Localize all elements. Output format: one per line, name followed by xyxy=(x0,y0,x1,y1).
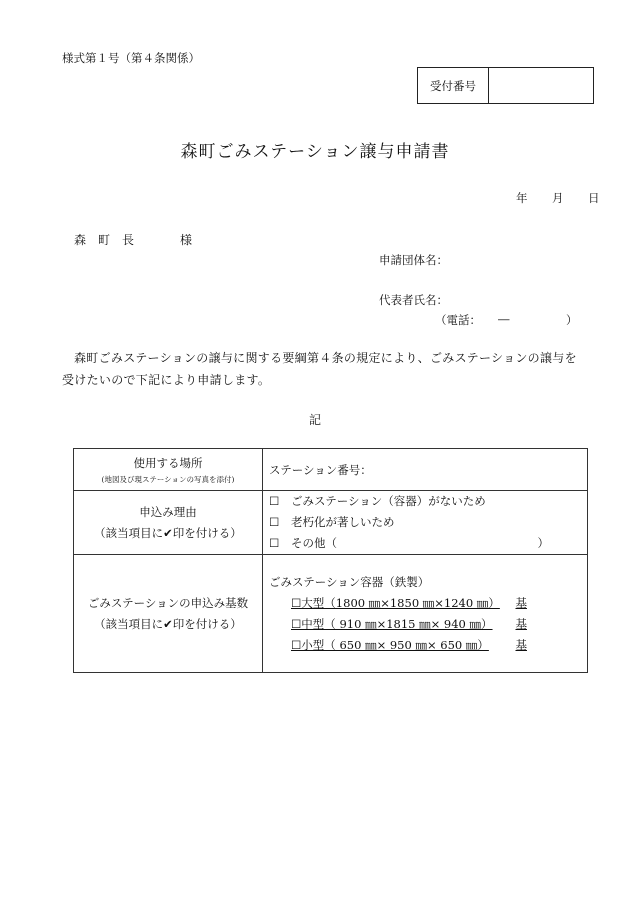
unit-label: 基 xyxy=(515,616,527,631)
reason-instruction: （該当項目に✔印を付ける） xyxy=(94,525,242,540)
reason-option-label: ごみステーション（容器）がないため xyxy=(291,494,486,508)
station-number-field[interactable] xyxy=(263,449,588,491)
receipt-number-label: 受付番号 xyxy=(418,68,489,103)
size-option-small[interactable] xyxy=(291,635,527,656)
phone-dash: ― xyxy=(498,312,510,326)
date-month-label: 月 xyxy=(552,191,564,205)
phone-label: （電話： xyxy=(435,313,481,327)
reason-option-label: 老朽化が著しいため xyxy=(291,515,395,529)
size-option-large[interactable] xyxy=(291,593,527,614)
location-label-cell xyxy=(74,449,263,491)
reason-option-no-station[interactable] xyxy=(269,491,587,512)
phone-close-paren: ） xyxy=(566,313,578,327)
reason-label-cell xyxy=(74,491,263,555)
other-close-paren: ） xyxy=(537,536,549,550)
count-label-cell xyxy=(74,555,263,673)
date-year-label: 年 xyxy=(516,191,528,205)
addressee-sama: 様 xyxy=(180,233,193,247)
location-row xyxy=(74,449,588,491)
reason-option-deteriorated[interactable] xyxy=(269,512,587,533)
reason-label: 申込み理由 xyxy=(139,504,197,519)
reason-options-cell xyxy=(263,491,588,555)
receipt-number-box xyxy=(417,67,594,104)
reason-row xyxy=(74,491,588,555)
reason-option-label: その他（ xyxy=(291,536,337,550)
count-instruction: （該当項目に✔印を付ける） xyxy=(94,616,242,631)
station-number-label: ステーション番号： xyxy=(269,462,372,477)
form-number: 様式第１号（第４条関係） xyxy=(62,51,200,65)
ki-heading: 記 xyxy=(308,413,321,427)
receipt-number-field[interactable] xyxy=(489,68,593,103)
size-option-label: ☐小型（ 650 ㎜× 950 ㎜× 650 ㎜） xyxy=(291,637,489,652)
document-title: 森町ごみステーション譲与申請書 xyxy=(180,142,450,162)
reason-option-other[interactable] xyxy=(269,533,587,554)
addressee-cho: 長 xyxy=(122,233,135,247)
checkbox-icon[interactable]: ☐ xyxy=(269,536,280,550)
addressee-machi: 町 xyxy=(98,233,111,247)
applicant-group-label: 申請団体名： xyxy=(379,253,448,267)
checkbox-icon[interactable]: ☐ xyxy=(269,515,280,529)
count-options-cell xyxy=(263,555,588,673)
location-label: 使用する場所 xyxy=(133,456,203,470)
unit-label: 基 xyxy=(515,637,527,652)
container-type-label: ごみステーション容器（鉄製） xyxy=(269,574,430,589)
addressee-mori: 森 xyxy=(74,233,87,247)
location-note: (地図及び現ステーションの写真を添付) xyxy=(101,475,235,484)
count-label: ごみステーションの申込み基数 xyxy=(87,595,249,610)
size-option-label: ☐中型（ 910 ㎜×1815 ㎜× 940 ㎜） xyxy=(291,616,493,631)
unit-label: 基 xyxy=(515,595,527,610)
date-day-label: 日 xyxy=(588,191,600,205)
size-option-label: ☐大型（1800 ㎜×1850 ㎜×1240 ㎜） xyxy=(291,595,500,610)
checkbox-icon[interactable]: ☐ xyxy=(269,494,280,508)
representative-name-label: 代表者氏名： xyxy=(379,293,448,307)
application-statement: 森町ごみステーションの譲与に関する要綱第４条の規定により、ごみステーションの譲与を受けたいので下記により申請します。 xyxy=(62,351,577,387)
application-table xyxy=(73,448,588,673)
count-row xyxy=(74,555,588,673)
size-option-medium[interactable] xyxy=(291,614,527,635)
